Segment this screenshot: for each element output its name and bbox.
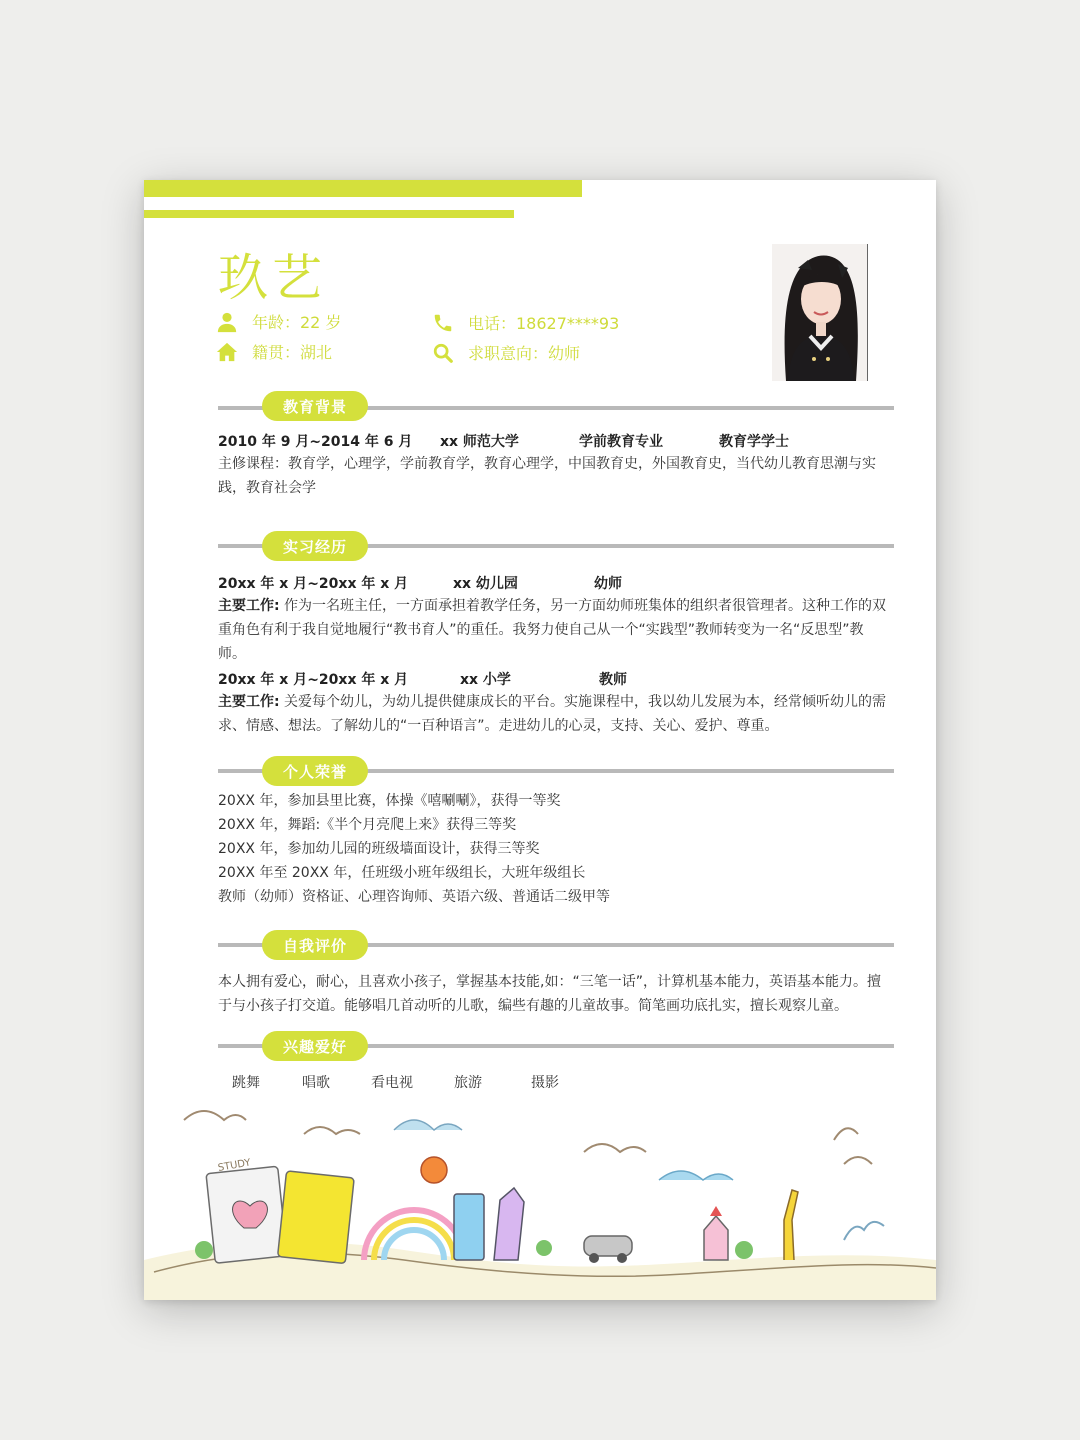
hobby-item: 跳舞: [232, 1075, 260, 1091]
education-period: 2010 年 9 月~2014 年 6 月: [218, 434, 413, 450]
photo-divider: [867, 244, 868, 381]
honor-item: 20XX 年，舞蹈:《半个月亮爬上来》获得三等奖: [218, 817, 517, 833]
education-degree: 教育学学士: [719, 434, 789, 450]
section-title-self-eval: 自我评价: [262, 930, 368, 960]
section-title-hobbies: 兴趣爱好: [262, 1031, 368, 1061]
kids-illustration: [144, 1100, 936, 1300]
internship-desc-text: 作为一名班主任，一方面承担着教学任务，另一方面幼师班集体的组织者很管理者。这种工作的双重角色有利于我自觉地履行“教书育人”的重任。我努力使自己从一个“实践型”教师转变为一名“反思型”教师。: [218, 598, 887, 662]
education-school: xx 师范大学: [440, 434, 519, 450]
honor-item: 20XX 年，参加县里比赛，体操《嘻唰唰》，获得一等奖: [218, 793, 561, 809]
phone-icon: [432, 312, 454, 334]
honor-item: 20XX 年，参加幼儿园的班级墙面设计，获得三等奖: [218, 841, 540, 857]
education-courses: 主修课程：教育学，心理学，学前教育学，教育心理学，中国教育史，外国教育史，当代幼儿教育思潮与实践，教育社会学: [218, 456, 876, 496]
internship-desc: [218, 594, 890, 666]
info-phone: [432, 311, 619, 334]
profile-photo: [772, 244, 868, 381]
intention-text: 求职意向：幼师: [468, 344, 581, 363]
self-eval-text: 本人拥有爱心，耐心，且喜欢小孩子，掌握基本技能,如：“三笔一话”，计算机基本能力，英语基本能力。擅于与小孩子打交道。能够唱几首动听的儿歌，编些有趣的儿童故事。简笔画功底扎实，擅长观察儿童。: [218, 974, 881, 1014]
honors-list: [218, 789, 610, 909]
candidate-name: 玖艺: [218, 249, 326, 307]
person-icon: [216, 311, 238, 333]
education-major: 学前教育专业: [579, 434, 663, 450]
internship-role: 教师: [599, 672, 627, 688]
info-age: [216, 310, 341, 333]
section-title-honors: 个人荣誉: [262, 756, 368, 786]
honor-item: 20XX 年至 20XX 年，任班级小班年级组长，大班年级组长: [218, 865, 586, 881]
internship-desc-label: 主要工作:: [218, 694, 280, 710]
section-title-internship: 实习经历: [262, 531, 368, 561]
info-intention: [432, 341, 580, 364]
age-text: 年龄：22 岁: [252, 313, 342, 332]
internship-desc-text: 关爱每个幼儿，为幼儿提供健康成长的平台。实施课程中，我以幼儿发展为本，经常倾听幼儿的需求、情感、想法。了解幼儿的“一百种语言”。走进幼儿的心灵，支持、关心、爱护、尊重。: [218, 694, 887, 734]
hobby-item: 摄影: [531, 1075, 559, 1091]
resume-page: [144, 180, 936, 1300]
home-icon: [216, 341, 238, 363]
internship-period: 20xx 年 x 月~20xx 年 x 月: [218, 672, 409, 688]
info-hometown: [216, 340, 332, 363]
internship-role: 幼师: [594, 576, 622, 592]
internship-org: xx 小学: [460, 672, 511, 688]
hobby-item: 看电视: [371, 1075, 413, 1091]
search-icon: [432, 342, 454, 364]
internship-period: 20xx 年 x 月~20xx 年 x 月: [218, 576, 409, 592]
internship-desc: [218, 690, 890, 738]
study-sign: STUDY: [217, 1157, 252, 1174]
hobby-item: 旅游: [454, 1075, 482, 1091]
internship-org: xx 幼儿园: [453, 576, 518, 592]
internship-desc-label: 主要工作:: [218, 598, 280, 614]
top-accent-bar-thin: [144, 210, 514, 218]
hometown-text: 籍贯：湖北: [252, 343, 333, 362]
top-accent-bar: [144, 180, 582, 197]
honor-item: 教师（幼师）资格证、心理咨询师、英语六级、普通话二级甲等: [218, 889, 610, 905]
phone-text: 电话：18627****93: [468, 314, 620, 333]
hobby-item: 唱歌: [302, 1075, 330, 1091]
section-title-education: 教育背景: [262, 391, 368, 421]
